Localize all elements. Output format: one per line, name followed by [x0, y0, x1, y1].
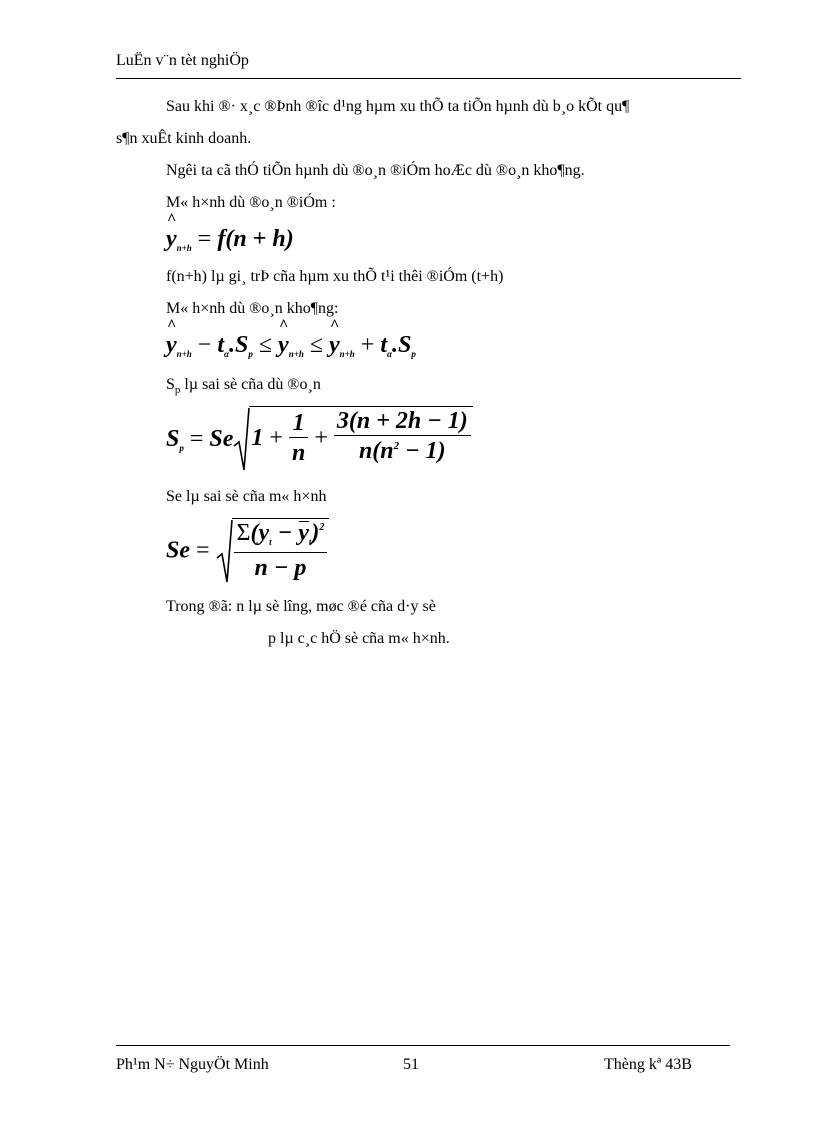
equation-point-forecast-rhs: f(n + h)	[217, 226, 294, 252]
sqrt-sign-sp: 1 + $\frac{1}{n}$ + $\frac{3(n + 2h - 1)}{n(n^2 - 1)}$	[233, 406, 472, 472]
header-rule	[116, 78, 741, 79]
paragraph-2: Ngêi ta cã thÓ tiÕn hµnh dù ®o¸n ®iÓm hoÆc dù ®o¸n kho¶ng.	[166, 162, 585, 179]
paragraph-1-line-2: s¶n xuÊt kinh doanh.	[116, 130, 252, 147]
paragraph-1-line-1: Sau khi ®· x¸c ®Þnh ®îc d¹ng hµm xu thÕ ta tiÕn hµnh dù b¸o kÕt qu¶	[166, 98, 630, 115]
page-number: 51	[403, 1056, 419, 1073]
sp-definition-text: lµ sai sè cña dù ®o¸n	[180, 376, 321, 393]
sp-definition	[166, 376, 321, 394]
sqrt-sign-se: $\frac{\Sigma(y_t - y_t)^2}{n - p}$	[216, 518, 330, 584]
equation-point-forecast: ^ $y_{n+h} = f(n + h)$	[166, 226, 294, 253]
interval-forecast-heading: M« h×nh dù ®o¸n kho¶ng:	[166, 300, 339, 317]
se-definition: Se lµ sai sè cña m« h×nh	[166, 488, 327, 505]
point-forecast-heading: M« h×nh dù ®o¸n ®iÓm :	[166, 194, 336, 211]
sp-symbol: S	[166, 376, 175, 393]
where-line-2: p lµ c¸c hÖ sè cña m« h×nh.	[268, 630, 450, 647]
footer-class: Thèng kª 43B	[604, 1056, 692, 1073]
equation-interval-forecast: ^ $y_{n+h} - t_\alpha.S_p$ ≤ ^ $y_{n+h}$ ≤ ^ $y_{n+h} + t_\alpha.S_p$	[166, 332, 416, 359]
sp-subscript: p	[174, 384, 181, 396]
header-title: LuËn v¨n tèt nghiÖp	[116, 52, 249, 69]
footer-rule	[116, 1045, 730, 1046]
equation-sp: $S_p = Se$ 1 + $\frac{1}{n}$ + $\frac{3(n + 2h - 1)}{n(n^2 - 1)}$	[166, 406, 473, 472]
footer-author: Ph¹m N÷ NguyÖt Minh	[116, 1056, 269, 1073]
where-line-1: Trong ®ã: n lµ sè lîng, møc ®é cña d·y sè	[166, 598, 436, 615]
equation-se: Se = $\frac{\Sigma(y_t - y_t)^2}{n - p}$	[166, 518, 329, 584]
trend-value-note: f(n+h) lµ gi¸ trÞ cña hµm xu thÕ t¹i thêi ®iÓm (t+h)	[166, 268, 504, 285]
